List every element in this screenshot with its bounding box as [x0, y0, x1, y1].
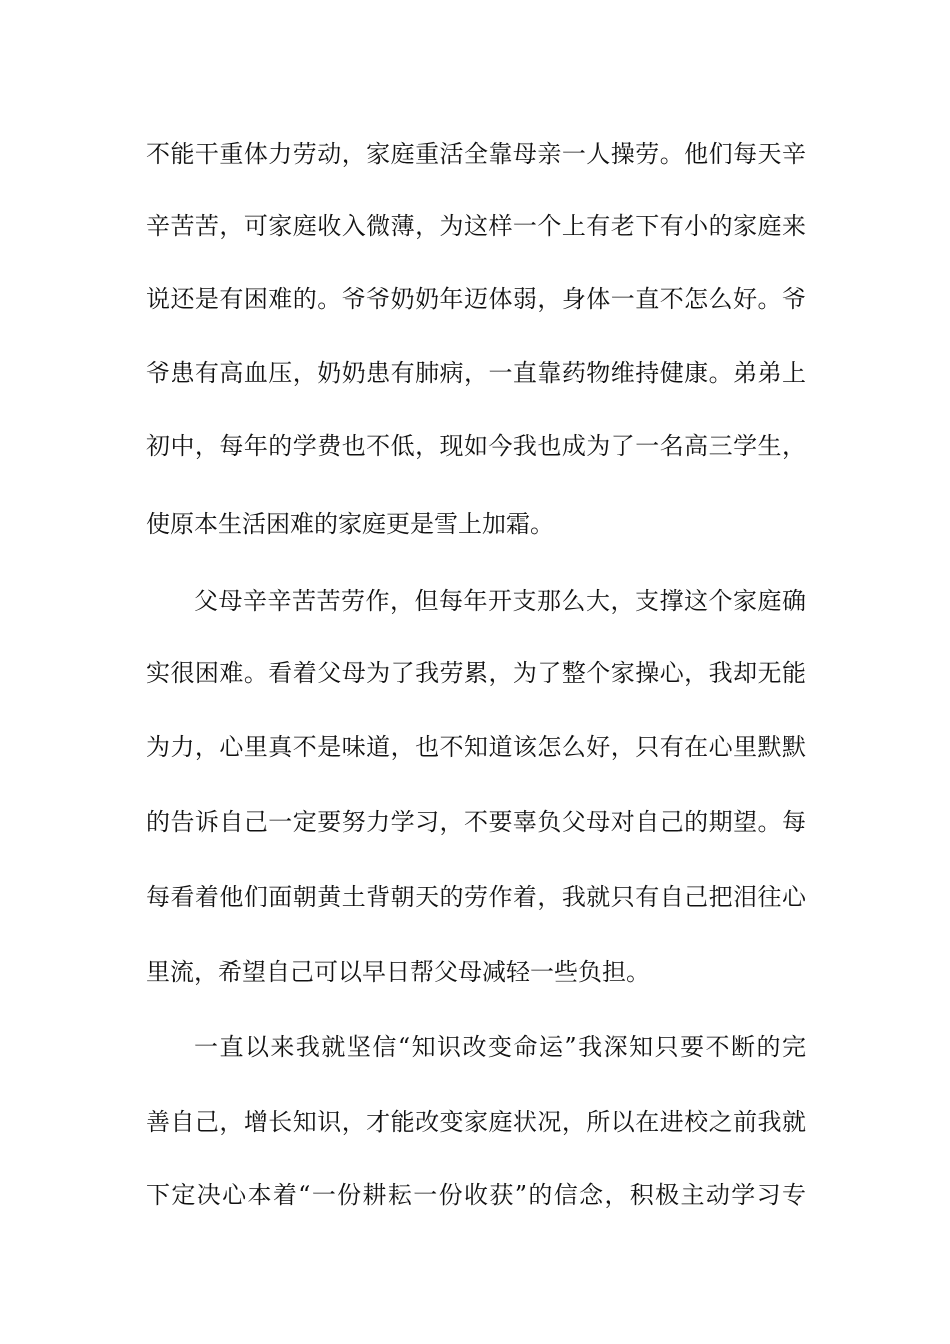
text-line: 不能干重体力劳动，家庭重活全靠母亲一人操劳。他们每天辛	[146, 140, 806, 168]
text-line: 为力，心里真不是味道，也不知道该怎么好，只有在心里默默	[146, 733, 806, 761]
text-line: 实很困难。看着父母为了我劳累，为了整个家操心，我却无能	[146, 659, 806, 687]
text-line: 说还是有困难的。爷爷奶奶年迈体弱，身体一直不怎么好。爷	[146, 285, 806, 313]
paragraph-first-line: 父母辛辛苦苦劳作，但每年开支那么大，支撑这个家庭确	[194, 587, 806, 615]
text-line: 里流，希望自己可以早日帮父母减轻一些负担。	[146, 958, 650, 986]
text-line: 使原本生活困难的家庭更是雪上加霜。	[146, 510, 554, 538]
text-line: 爷患有高血压，奶奶患有肺病，一直靠药物维持健康。弟弟上	[146, 359, 806, 387]
paragraph-first-line: 一直以来我就坚信“知识改变命运”我深知只要不断的完	[194, 1033, 806, 1061]
text-line: 初中，每年的学费也不低，现如今我也成为了一名高三学生，	[146, 432, 806, 460]
text-line: 每看着他们面朝黄土背朝天的劳作着，我就只有自己把泪往心	[146, 883, 806, 911]
text-line: 的告诉自己一定要努力学习，不要辜负父母对自己的期望。每	[146, 808, 806, 836]
text-line: 下定决心本着“一份耕耘一份收获”的信念，积极主动学习专	[146, 1181, 806, 1209]
text-line: 辛苦苦，可家庭收入微薄，为这样一个上有老下有小的家庭来	[146, 212, 806, 240]
text-line: 善自己，增长知识，才能改变家庭状况，所以在进校之前我就	[146, 1108, 806, 1136]
